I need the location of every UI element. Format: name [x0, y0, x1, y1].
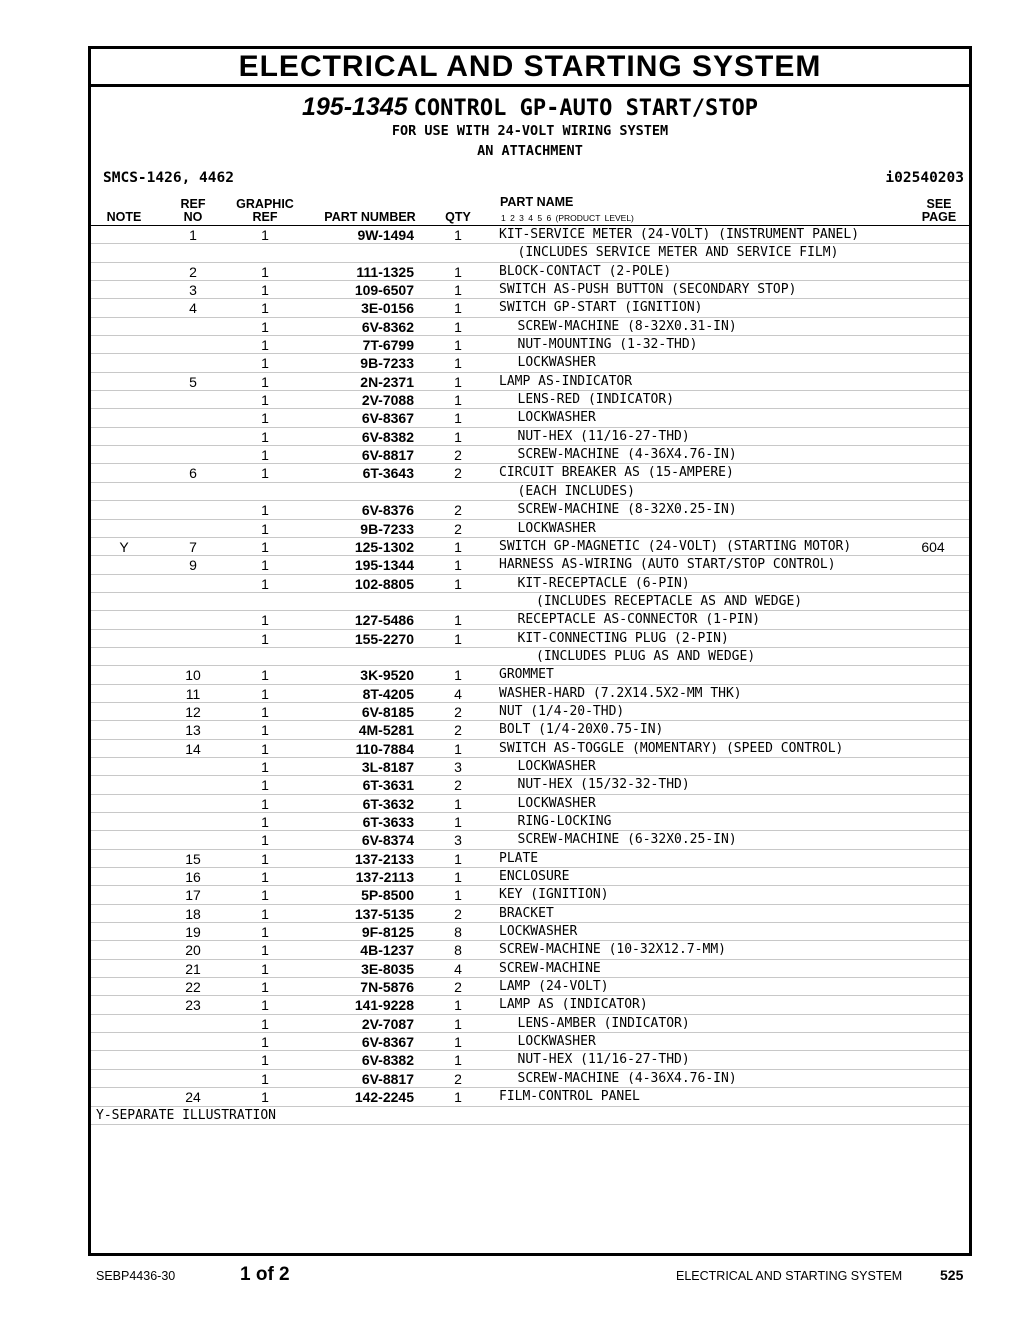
table-row — [91, 850, 969, 868]
part-name-cell: LOCKWASHER — [517, 355, 596, 371]
part-number-cell: 109-6507 — [354, 282, 414, 299]
qty-cell: 2 — [454, 1070, 462, 1087]
ref-no-cell: 22 — [185, 979, 201, 996]
ref-no-cell: 16 — [185, 869, 201, 886]
qty-cell: 4 — [454, 685, 462, 702]
part-number-cell: 110-7884 — [355, 740, 414, 757]
part-number-cell: 4B-1237 — [360, 942, 414, 959]
ref-no-cell: 18 — [185, 905, 201, 922]
part-number-cell: 8T-4205 — [362, 685, 414, 702]
part-number-cell: 6V-8367 — [361, 1034, 414, 1051]
header-graphic-line2: REF — [252, 210, 278, 224]
part-name-cell: (INCLUDES SERVICE METER AND SERVICE FILM) — [517, 245, 839, 261]
part-name-cell: KIT-CONNECTING PLUG (2-PIN) — [517, 630, 729, 646]
ref-no-cell: 17 — [185, 887, 201, 904]
part-number-cell: 9W-1494 — [357, 227, 414, 243]
graphic-ref-cell: 1 — [261, 1015, 269, 1032]
qty-cell: 1 — [454, 1034, 462, 1051]
qty-cell: 1 — [454, 263, 462, 280]
footer-page-of: 1 of 2 — [240, 1264, 290, 1285]
subtitle-wiring: FOR USE WITH 24-VOLT WIRING SYSTEM — [391, 123, 669, 139]
ref-no-cell: 10 — [185, 667, 201, 684]
graphic-ref-cell: 1 — [261, 850, 269, 867]
table-row — [91, 520, 969, 538]
part-number-cell: 3L-8187 — [361, 758, 414, 775]
ref-no-cell: 21 — [185, 960, 201, 977]
table-row — [91, 281, 969, 299]
table-row — [91, 575, 969, 593]
graphic-ref-cell: 1 — [261, 795, 269, 812]
note-cell: Y — [119, 538, 129, 555]
qty-cell: 1 — [454, 300, 462, 317]
header-see-line1: SEE — [926, 197, 952, 211]
graphic-ref-cell: 1 — [261, 1052, 269, 1069]
table-row — [91, 244, 969, 262]
header-see-line2: PAGE — [921, 210, 957, 224]
table-row — [91, 501, 969, 519]
graphic-ref-cell: 1 — [261, 777, 269, 794]
part-number-cell: 6V-8376 — [361, 502, 414, 519]
group-heading — [91, 93, 969, 122]
table-row — [91, 758, 969, 776]
graphic-ref-cell: 1 — [261, 465, 269, 482]
part-name-cell: PLATE — [499, 850, 539, 866]
group-number: 195-1345 — [301, 93, 408, 121]
qty-cell: 1 — [454, 410, 462, 427]
part-number-cell: 155-2270 — [354, 630, 414, 647]
page-title: ELECTRICAL AND STARTING SYSTEM — [91, 49, 969, 87]
graphic-ref-cell: 1 — [261, 832, 269, 849]
header-product-level: 1 2 3 4 5 6 (PRODUCT LEVEL) — [501, 213, 634, 223]
part-number-cell: 3K-9520 — [360, 667, 414, 684]
part-number-cell: 2V-7088 — [361, 392, 414, 409]
table-row — [91, 978, 969, 996]
part-name-cell: (INCLUDES PLUG AS AND WEDGE) — [536, 648, 756, 664]
part-name-cell: LOCKWASHER — [499, 924, 578, 940]
graphic-ref-cell: 1 — [261, 227, 269, 243]
table-row — [91, 960, 969, 978]
part-number-cell: 4M-5281 — [358, 722, 414, 739]
part-number-cell: 142-2245 — [354, 1089, 414, 1106]
qty-cell: 2 — [454, 979, 462, 996]
part-number-cell: 9B-7233 — [360, 520, 414, 537]
qty-cell: 1 — [454, 337, 462, 354]
part-number-cell: 111-1325 — [356, 263, 414, 280]
table-row — [91, 923, 969, 941]
table-row — [91, 556, 969, 574]
graphic-ref-cell: 1 — [261, 447, 269, 464]
header-graphic-ref — [229, 198, 301, 224]
table-row — [91, 666, 969, 684]
qty-cell: 1 — [454, 392, 462, 409]
part-name-cell: SWITCH GP-START (IGNITION) — [499, 300, 703, 316]
header-note: NOTE — [106, 210, 142, 224]
group-name: CONTROL GP-AUTO START/STOP — [413, 96, 759, 121]
part-name-cell: SWITCH AS-PUSH BUTTON (SECONDARY STOP) — [499, 282, 797, 298]
part-number-cell: 7T-6799 — [362, 337, 414, 354]
table-row — [91, 1015, 969, 1033]
part-name-cell: RING-LOCKING — [517, 814, 612, 829]
graphic-ref-cell: 1 — [261, 960, 269, 977]
table-row — [91, 391, 969, 409]
qty-cell: 1 — [454, 1089, 462, 1106]
header-qty: QTY — [445, 210, 471, 224]
ref-no-cell: 23 — [185, 997, 201, 1014]
part-name-cell: NUT-HEX (11/16-27-THD) — [517, 428, 690, 444]
part-number-cell: 3E-0156 — [361, 300, 414, 317]
table-row — [91, 1051, 969, 1069]
header-ref-no — [171, 198, 215, 224]
qty-cell: 1 — [454, 740, 462, 757]
table-row — [91, 373, 969, 391]
graphic-ref-cell: 1 — [261, 630, 269, 647]
parts-table — [91, 226, 969, 1125]
header-see-page — [913, 198, 965, 224]
table-footnote-row — [91, 1107, 969, 1125]
ref-no-cell: 1 — [189, 227, 197, 243]
ref-no-cell: 4 — [189, 300, 197, 317]
qty-cell: 2 — [454, 465, 462, 482]
part-name-cell: NUT-MOUNTING (1-32-THD) — [517, 337, 698, 353]
part-number-cell: 6T-3632 — [362, 795, 414, 812]
part-name-cell: SCREW-MACHINE (10-32X12.7-MM) — [499, 942, 726, 958]
part-name-cell: NUT (1/4-20-THD) — [499, 703, 625, 719]
table-row — [91, 1088, 969, 1106]
qty-cell: 2 — [454, 722, 462, 739]
qty-cell: 1 — [454, 428, 462, 445]
part-number-cell: 6V-8382 — [361, 1052, 414, 1069]
footer-doc-id: SEBP4436-30 — [96, 1269, 176, 1283]
header-ref-line2: NO — [183, 210, 203, 224]
part-name-cell: LOCKWASHER — [517, 410, 596, 426]
part-name-cell: RECEPTACLE AS-CONNECTOR (1-PIN) — [517, 612, 761, 628]
part-name-cell: CIRCUIT BREAKER AS (15-AMPERE) — [499, 465, 734, 481]
qty-cell: 1 — [454, 887, 462, 904]
ref-no-cell: 20 — [185, 942, 201, 959]
qty-cell: 2 — [454, 502, 462, 519]
qty-cell: 1 — [454, 1015, 462, 1032]
qty-cell: 1 — [454, 227, 462, 243]
header-graphic-line1: GRAPHIC — [236, 197, 294, 211]
table-row — [91, 740, 969, 758]
graphic-ref-cell: 1 — [261, 667, 269, 684]
qty-cell: 1 — [454, 538, 462, 555]
graphic-ref-cell: 1 — [261, 538, 269, 555]
table-row — [91, 1033, 969, 1051]
part-name-cell: SCREW-MACHINE (6-32X0.25-IN) — [517, 832, 737, 848]
table-row — [91, 611, 969, 629]
qty-cell: 1 — [454, 814, 462, 830]
part-name-cell: BRACKET — [499, 905, 554, 921]
graphic-ref-cell: 1 — [261, 685, 269, 702]
table-row — [91, 483, 969, 501]
qty-cell: 1 — [454, 667, 462, 684]
graphic-ref-cell: 1 — [261, 703, 269, 720]
qty-cell: 8 — [454, 924, 462, 941]
ref-no-cell: 5 — [189, 373, 197, 390]
qty-cell: 1 — [454, 869, 462, 886]
part-number-cell: 137-5135 — [354, 905, 414, 922]
graphic-ref-cell: 1 — [261, 942, 269, 959]
part-number-cell: 6V-8817 — [361, 1070, 414, 1087]
graphic-ref-cell: 1 — [261, 373, 269, 390]
part-name-cell: SCREW-MACHINE — [499, 960, 601, 976]
document-identifier: i02540203 — [885, 170, 964, 186]
part-name-cell: BLOCK-CONTACT (2-POLE) — [499, 263, 672, 279]
table-row — [91, 813, 969, 831]
graphic-ref-cell: 1 — [261, 575, 269, 592]
graphic-ref-cell: 1 — [261, 318, 269, 335]
table-row — [91, 703, 969, 721]
table-row — [91, 905, 969, 923]
table-row — [91, 593, 969, 611]
table-row — [91, 226, 969, 244]
part-name-cell: KIT-RECEPTACLE (6-PIN) — [517, 575, 690, 591]
graphic-ref-cell: 1 — [261, 869, 269, 886]
footer-page-number: 525 — [940, 1267, 964, 1283]
part-name-cell: KEY (IGNITION) — [499, 887, 609, 903]
part-name-cell: LOCKWASHER — [517, 520, 596, 536]
part-number-cell: 6V-8367 — [361, 410, 414, 427]
table-row — [91, 409, 969, 427]
table-row — [91, 721, 969, 739]
ref-no-cell: 19 — [185, 924, 201, 941]
ref-no-cell: 11 — [185, 685, 201, 702]
graphic-ref-cell: 1 — [261, 263, 269, 280]
part-number-cell: 2V-7087 — [361, 1015, 414, 1032]
graphic-ref-cell: 1 — [261, 612, 269, 629]
qty-cell: 1 — [454, 850, 462, 867]
graphic-ref-cell: 1 — [261, 355, 269, 372]
part-name-cell: NUT-HEX (15/32-32-THD) — [517, 777, 690, 793]
part-number-cell: 6V-8374 — [361, 832, 414, 849]
ref-no-cell: 14 — [185, 740, 201, 757]
table-row — [91, 868, 969, 886]
table-row — [91, 354, 969, 372]
qty-cell: 1 — [454, 1052, 462, 1069]
graphic-ref-cell: 1 — [261, 300, 269, 317]
table-row — [91, 886, 969, 904]
part-number-cell: 137-2133 — [354, 850, 414, 867]
part-number-cell: 6T-3643 — [362, 465, 414, 482]
part-number-cell: 6V-8382 — [361, 428, 414, 445]
part-name-cell: SCREW-MACHINE (8-32X0.31-IN) — [517, 318, 737, 334]
part-name-cell: LOCKWASHER — [517, 1034, 596, 1050]
table-row — [91, 464, 969, 482]
ref-no-cell: 6 — [189, 465, 197, 482]
graphic-ref-cell: 1 — [261, 722, 269, 739]
ref-no-cell: 7 — [189, 538, 197, 555]
part-number-cell: 9F-8125 — [361, 924, 414, 941]
qty-cell: 1 — [454, 997, 462, 1014]
ref-no-cell: 13 — [185, 722, 201, 739]
part-name-cell: SCREW-MACHINE (4-36X4.76-IN) — [517, 1070, 737, 1086]
part-number-cell: 102-8805 — [354, 575, 414, 592]
part-number-cell: 137-2113 — [355, 869, 414, 886]
part-number-cell: 141-9228 — [354, 997, 414, 1014]
qty-cell: 2 — [454, 703, 462, 720]
table-footnote: Y-SEPARATE ILLUSTRATION — [96, 1107, 277, 1123]
subtitle-attachment: AN ATTACHMENT — [477, 143, 583, 159]
table-row — [91, 996, 969, 1014]
part-name-cell: FILM-CONTROL PANEL — [499, 1089, 640, 1105]
graphic-ref-cell: 1 — [261, 905, 269, 922]
table-row — [91, 1070, 969, 1088]
part-number-cell: 6T-3633 — [362, 814, 414, 830]
part-name-cell: LOCKWASHER — [517, 795, 596, 811]
part-number-cell: 6V-8185 — [361, 703, 414, 720]
part-name-cell: LOCKWASHER — [517, 758, 596, 774]
ref-no-cell: 24 — [185, 1089, 201, 1106]
part-number-cell: 7N-5876 — [360, 979, 414, 996]
graphic-ref-cell: 1 — [261, 410, 269, 427]
ref-no-cell: 3 — [189, 282, 197, 299]
part-name-cell: WASHER-HARD (7.2X14.5X2-MM THK) — [499, 685, 742, 701]
graphic-ref-cell: 1 — [261, 887, 269, 904]
part-name-cell: GROMMET — [499, 667, 554, 683]
part-number-cell: 9B-7233 — [360, 355, 414, 372]
table-row — [91, 795, 969, 813]
table-row — [91, 538, 969, 556]
part-name-cell: SCREW-MACHINE (4-36X4.76-IN) — [517, 447, 737, 463]
header-part-number: PART NUMBER — [324, 210, 416, 224]
graphic-ref-cell: 1 — [261, 502, 269, 519]
qty-cell: 2 — [454, 777, 462, 794]
table-row — [91, 941, 969, 959]
qty-cell: 1 — [454, 557, 462, 574]
qty-cell: 1 — [454, 630, 462, 647]
table-row — [91, 299, 969, 317]
part-name-cell: LAMP AS (INDICATOR) — [499, 997, 648, 1013]
part-number-cell: 125-1302 — [354, 538, 414, 555]
part-name-cell: LENS-AMBER (INDICATOR) — [517, 1015, 690, 1031]
part-number-cell: 5P-8500 — [361, 887, 414, 904]
graphic-ref-cell: 1 — [261, 758, 269, 775]
see-page-cell: 604 — [921, 538, 945, 555]
ref-no-cell: 12 — [185, 703, 201, 720]
part-number-cell: 2N-2371 — [360, 373, 414, 390]
table-row — [91, 428, 969, 446]
part-name-cell: SWITCH AS-TOGGLE (MOMENTARY) (SPEED CONTROL) — [499, 740, 844, 756]
part-name-cell: ENCLOSURE — [499, 869, 570, 885]
part-number-cell: 6V-8362 — [361, 318, 414, 335]
part-name-cell: LAMP (24-VOLT) — [499, 979, 609, 995]
graphic-ref-cell: 1 — [261, 557, 269, 574]
part-name-cell: LENS-RED (INDICATOR) — [517, 392, 675, 408]
qty-cell: 3 — [454, 758, 462, 775]
part-name-cell: HARNESS AS-WIRING (AUTO START/STOP CONTROL) — [499, 557, 836, 573]
table-row — [91, 446, 969, 464]
qty-cell: 1 — [454, 612, 462, 629]
ref-no-cell: 2 — [189, 263, 197, 280]
part-number-cell: 127-5486 — [354, 612, 414, 629]
header-part-name: PART NAME — [500, 195, 574, 209]
table-row — [91, 831, 969, 849]
qty-cell: 1 — [454, 373, 462, 390]
qty-cell: 3 — [454, 832, 462, 849]
qty-cell: 2 — [454, 447, 462, 464]
page-frame — [88, 46, 972, 1256]
table-row — [91, 263, 969, 281]
graphic-ref-cell: 1 — [261, 282, 269, 299]
table-row — [91, 685, 969, 703]
table-row — [91, 318, 969, 336]
ref-no-cell: 15 — [185, 850, 201, 867]
table-row — [91, 336, 969, 354]
header-ref-line1: REF — [180, 197, 206, 211]
part-name-cell: BOLT (1/4-20X0.75-IN) — [499, 722, 664, 738]
graphic-ref-cell: 1 — [261, 814, 269, 830]
qty-cell: 1 — [454, 355, 462, 372]
ref-no-cell: 9 — [189, 557, 197, 574]
part-name-cell: SWITCH GP-MAGNETIC (24-VOLT) (STARTING MOTOR) — [499, 538, 852, 554]
qty-cell: 8 — [454, 942, 462, 959]
part-number-cell: 3E-8035 — [361, 960, 414, 977]
graphic-ref-cell: 1 — [261, 924, 269, 941]
graphic-ref-cell: 1 — [261, 740, 269, 757]
table-row — [91, 648, 969, 666]
footer-section: ELECTRICAL AND STARTING SYSTEM — [676, 1269, 903, 1283]
table-row — [91, 776, 969, 794]
graphic-ref-cell: 1 — [261, 1034, 269, 1051]
qty-cell: 4 — [454, 960, 462, 977]
part-name-cell: (EACH INCLUDES) — [517, 483, 635, 499]
part-number-cell: 6V-8817 — [361, 447, 414, 464]
graphic-ref-cell: 1 — [261, 428, 269, 445]
graphic-ref-cell: 1 — [261, 1070, 269, 1087]
part-name-cell: NUT-HEX (11/16-27-THD) — [517, 1052, 690, 1068]
graphic-ref-cell: 1 — [261, 520, 269, 537]
part-number-cell: 6T-3631 — [362, 777, 414, 794]
part-number-cell: 195-1344 — [354, 557, 414, 574]
part-name-cell: SCREW-MACHINE (8-32X0.25-IN) — [517, 502, 737, 518]
table-row — [91, 630, 969, 648]
qty-cell: 1 — [454, 282, 462, 299]
graphic-ref-cell: 1 — [261, 997, 269, 1014]
graphic-ref-cell: 1 — [261, 1089, 269, 1106]
qty-cell: 1 — [454, 318, 462, 335]
qty-cell: 2 — [454, 905, 462, 922]
qty-cell: 2 — [454, 520, 462, 537]
graphic-ref-cell: 1 — [261, 392, 269, 409]
graphic-ref-cell: 1 — [261, 337, 269, 354]
graphic-ref-cell: 1 — [261, 979, 269, 996]
smcs-code: SMCS-1426, 4462 — [103, 170, 234, 186]
part-name-cell: LAMP AS-INDICATOR — [499, 373, 633, 389]
qty-cell: 1 — [454, 795, 462, 812]
part-name-cell: KIT-SERVICE METER (24-VOLT) (INSTRUMENT PANEL) — [499, 227, 860, 242]
part-name-cell: (INCLUDES RECEPTACLE AS AND WEDGE) — [536, 593, 803, 609]
qty-cell: 1 — [454, 575, 462, 592]
